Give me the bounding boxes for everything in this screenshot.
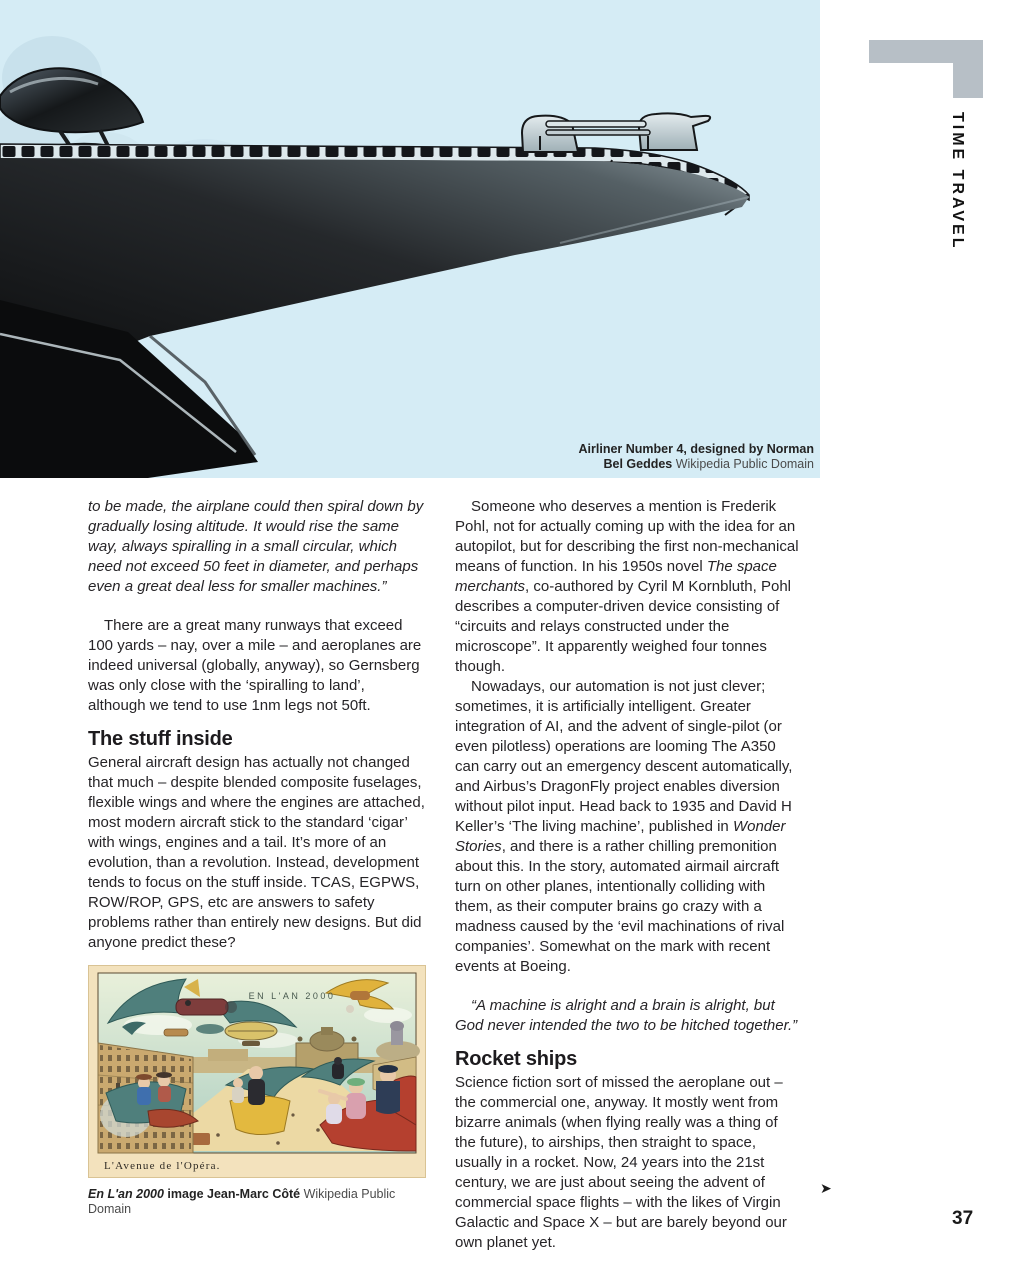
postcard-illustration xyxy=(88,965,426,1178)
continuation-arrow-icon: ➤ xyxy=(820,1180,832,1196)
hero-image-airliner xyxy=(0,0,820,478)
section-label: TIME TRAVEL xyxy=(949,112,966,251)
hero-caption-line2: Bel Geddes Wikipedia Public Domain xyxy=(603,457,814,471)
para-aircraft-design: General aircraft design has actually not changed that much – despite blended composite fuselages, flexible wings and where the engines are attached, most modern aircraft stick to the standard ‘cigar’ with wings, engines and a tail. It’s more of an evolution, than a revolution. Instead, development tends to focus on the stuff inside. TCAS, EGPWS, ROW/ROP, GPS, etc are answers to safety problems rather than entirely new designs. But did anyone predict these? xyxy=(88,754,425,951)
postcard-credit: En L'an 2000 image Jean-Marc Côté Wikipedia Public Domain xyxy=(88,1187,396,1216)
right-column xyxy=(455,497,801,1253)
postcard-street-label: L'Avenue de l'Opéra. xyxy=(104,1160,221,1172)
para-runways: There are a great many runways that exceed 100 yards – nay, over a mile – and aeroplanes are indeed universal (globally, anyway), so Gernsberg was only close with the ‘spiralling to land’, although we tend to use 1nm legs not 50ft. xyxy=(88,617,422,714)
para-nowadays: Nowadays, our automation is not just clever; sometimes, it is artificially intelligent. Greater integration of AI, and the advent of single-pilot (or even pilotless) operations are looming The A350 can carry out an emergency descent automatically, and Airbus’s DragonFly project enables diversion without pilot input. Head back to 1935 and David H Keller’s ‘The living machine’, published in Wonder Stories, and there is a rather chilling premonition about this. In the story, automated airmail aircraft turn on other planes, intentionally colliding with them, as their computer brains go crazy with a madness caused by the ‘evil machinations of rival companies’. Somewhat on the mark with recent events at Boeing. xyxy=(455,678,793,975)
page-number: 37 xyxy=(952,1208,974,1229)
hero-caption xyxy=(579,442,814,472)
airliner-illustration xyxy=(0,0,820,478)
machine-brain-quote: “A machine is alright and a brain is alright, but God never intended the two to be hitched together.” xyxy=(455,997,798,1034)
quote-continuation: to be made, the airplane could then spiral down by gradually losing altitude. It would rise the same way, always spiralling in a small circular, which need not exceed 50 feet in diameter, and perhaps even a great deal less for smaller machines.” xyxy=(88,498,424,595)
para-pohl: Someone who deserves a mention is Frederik Pohl, not for actually coming up with the idea for an autopilot, but for describing the first non-mechanical means of function. In his 1950s novel The space merchants, co-authored by Cyril M Kornbluth, Pohl describes a computer-driven device consisting of “circuits and relays constructed under the microscope”. It apparently weighed four tonnes though. xyxy=(455,498,799,675)
corner-decoration xyxy=(869,40,983,98)
heading-the-stuff-inside: The stuff inside xyxy=(88,728,233,750)
postcard-title: EN L'AN 2000 xyxy=(248,991,336,1001)
left-column xyxy=(88,497,426,1217)
hero-caption-line1: Airliner Number 4, designed by Norman xyxy=(578,442,814,456)
postcard-figure xyxy=(88,965,426,1178)
heading-rocket-ships: Rocket ships xyxy=(455,1048,578,1070)
para-rockets: Science fiction sort of missed the aeroplane out – the commercial one, anyway. It mostly went from bizarre animals (when flying really was a thing of the future), to airships, then straight to space, usually in a rocket. Now, 24 years into the 21st century, we are just about seeing the advent of commercial space flights – with the likes of Virgin Galactic and Space X – but are barely beyond our own planet yet. xyxy=(455,1074,787,1251)
